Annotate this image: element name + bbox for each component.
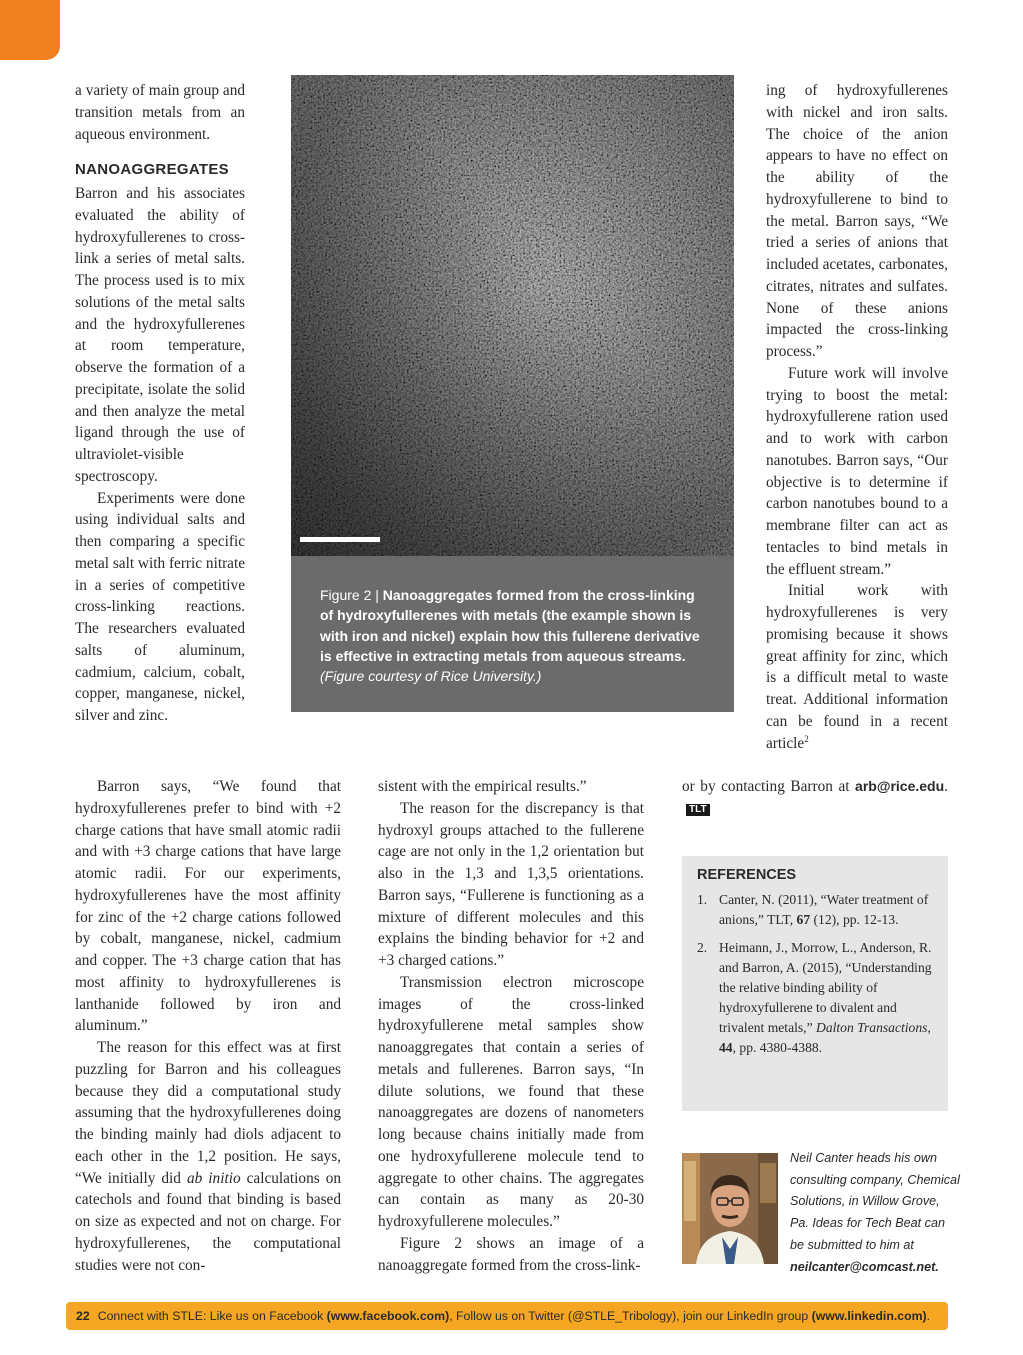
body-paragraph: Barron and his associates evaluated the ability of hydroxyfullerenes to cross-link a series of metal salts. The process used is to mix solutions of the metal salts and the hydroxyfullerenes at room temperature, observe the formation of a precipitate, isolate the solid and then analyze the metal ligand through the use of ultraviolet-visible spectroscopy.: [75, 185, 245, 485]
body-paragraph: [75, 1037, 341, 1276]
body-paragraph: [766, 580, 948, 754]
body-paragraph: Transmission electron microscope images of the cross-linked hydroxyfullerene metal samples show nanoaggregates that contain a series of metals and fullerenes. Barron says, “In dilute solutions, we found that these nanoaggregates are dozens of nanometers long because chains initially made from one hydroxyfullerene molecule tend to aggregate to other chains. The aggregates can contain as many as 20-30 hydroxyfullerene molecules.”: [378, 973, 644, 1230]
citation-superscript: 2: [804, 733, 809, 744]
references-box: [682, 856, 948, 1111]
caption-separator: |: [375, 587, 379, 603]
author-photo: [682, 1153, 778, 1264]
tem-micrograph: [291, 75, 734, 556]
paragraph-text: The reason for this effect was at first puzzling for Barron and his colleagues because they did a computational study assuming that the hydroxyfullerenes doing the binding mainly had diols adjacent to each other in the 1,2 position. He says, “We initially did: [75, 1039, 341, 1187]
reference-item: [697, 890, 935, 930]
intro-paragraph: a variety of main group and transition metals from an aqueous environment.: [75, 82, 245, 143]
footer-bar: [66, 1302, 948, 1330]
scale-bar: [300, 537, 380, 542]
figure-2: [291, 75, 734, 712]
corner-tab: [0, 0, 60, 60]
references-title: REFERENCES: [697, 867, 797, 883]
reference-item: [697, 938, 935, 1058]
body-paragraph: ing of hydroxyfullerenes with nickel and iron salts. The choice of the anion appears to have no effect on the ability of the hydroxyfullerene to bind to the metal. Barron says, “We tried a series of anions that included acetates, carbonates, citrates, nitrates and sulfates. None of these anions impacted the cross-linking process.”: [766, 82, 948, 360]
reference-text: , pp. 4380-4388.: [732, 1040, 823, 1055]
column-1-bottom: [75, 776, 341, 1276]
footer-text: Connect with STLE: Like us on Facebook: [97, 1309, 327, 1323]
caption-body: Nanoaggregates formed from the cross-linking of hydroxyfullerenes with metals (the example shown is with iron and nickel) explain how this fullerene derivative is effective in extracting metals from aqueous streams.: [320, 587, 700, 664]
column-3-top: [766, 80, 948, 754]
figure-caption: [320, 585, 704, 686]
body-paragraph: Figure 2 shows an image of a nanoaggregate formed from the cross-link-: [378, 1234, 644, 1274]
italic-term: ab initio: [186, 1169, 241, 1187]
column-2: [378, 776, 644, 1276]
paragraph-text: or by contacting Barron at: [682, 778, 856, 795]
tlt-end-badge: TLT: [686, 804, 710, 816]
reference-text: ,: [927, 1020, 931, 1035]
section-heading: NANOAGGREGATES: [75, 161, 229, 179]
linkedin-link[interactable]: (www.linkedin.com): [811, 1309, 927, 1323]
body-paragraph: Future work will involve trying to boost the metal: hydroxyfullerene ration used and to work with carbon nanotubes. Barron says, “Our objective is to determine if carbon nanotubes bound to a membrane filter can act as tentacles to bind metals in the effluent stream.”: [766, 364, 948, 578]
column-3-bottom: [682, 776, 948, 820]
caption-credit: (Figure courtesy of Rice University.): [320, 668, 542, 685]
body-paragraph: Experiments were done using individual salts and then comparing a specific metal salt with ferric nitrate in a series of competitive cross-linking reactions. The researchers evaluated salts of aluminum, cadmium, calcium, cobalt, copper, manganese, nickel, silver and zinc.: [75, 489, 245, 724]
page-number: 22: [76, 1309, 90, 1323]
reference-number: 1.: [697, 892, 708, 907]
reference-text: Heimann, J., Morrow, L., Anderson, R. and Barron, A. (2015), “Understanding the relative binding ability of hydroxyfullerene to divalent and trivalent metals,”: [719, 940, 932, 1035]
reference-volume: 44: [719, 1040, 733, 1055]
reference-number: 2.: [697, 940, 708, 955]
author-bio-email-link[interactable]: neilcanter@comcast.net.: [790, 1259, 939, 1274]
reference-text: Canter, N. (2011), “Water treatment of anions,” TLT,: [719, 892, 929, 927]
body-paragraph: The reason for the discrepancy is that hydroxyl groups attached to the fullerene cage are not only in the 1,2 orientation but also in the 1,3 and 1,3,5 orientations. Barron says, “Fullerene is functioning as a mixture of different molecules and this explains the binding behavior for +2 and +3 charged cations.”: [378, 799, 644, 969]
footer-text: , Follow us on Twitter (@STLE_Tribology), join our LinkedIn group: [449, 1309, 812, 1323]
paragraph-text: calculations on catechols and found that binding is based on size as expected and not on charge. For hydroxyfullerenes, the computational studies were not con-: [75, 1169, 341, 1274]
body-paragraph: [682, 776, 948, 820]
footer-text: .: [926, 1309, 931, 1323]
reference-journal: Dalton Transactions: [816, 1020, 928, 1035]
bio-text: Neil Canter heads his own consulting company, Chemical Solutions, in Willow Grove, Pa. Ideas for Tech Beat can be submitted to him at: [790, 1151, 960, 1252]
body-paragraph: sistent with the empirical results.”: [378, 778, 587, 795]
reference-text: (12), pp. 12-13.: [810, 912, 899, 927]
paragraph-text: Initial work with hydroxyfullerenes is very promising because it shows great affinity for zinc, which is a difficult metal to waste treat. Additional information can be found in a recent article: [766, 582, 948, 752]
caption-label: Figure 2: [320, 587, 372, 603]
body-paragraph: Barron says, “We found that hydroxyfullerenes prefer to bind with +2 charge cations that have small atomic radii and with +3 charge cations that have large atomic radii. For our experiments, hydroxyfullerenes have the most affinity for zinc of the +2 charge cations followed by cobalt, manganese, nickel, cadmium and copper. The +3 charge cation that has most affinity to hydroxyfullerenes is lanthanide followed by iron and aluminum.”: [75, 778, 341, 1035]
author-bio: [790, 1148, 960, 1278]
period: .: [944, 778, 948, 795]
references-list: [697, 890, 935, 1066]
author-email-link[interactable]: arb@rice.edu: [855, 778, 945, 794]
column-1-top: [75, 80, 245, 727]
reference-volume: 67: [796, 912, 811, 927]
facebook-link[interactable]: (www.facebook.com): [326, 1309, 450, 1323]
